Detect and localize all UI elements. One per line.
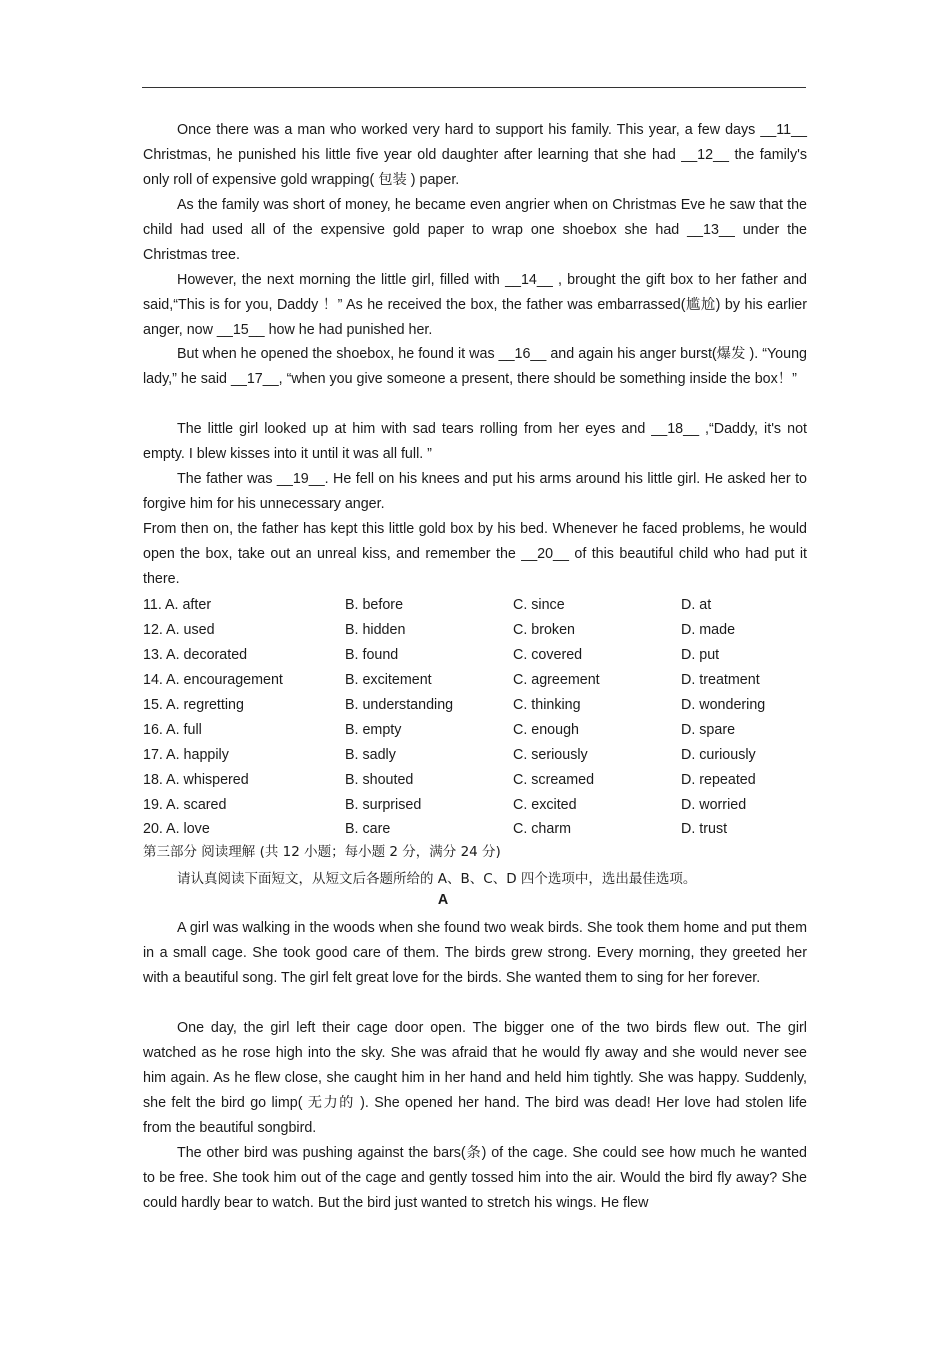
option-b: B. shouted	[345, 772, 414, 788]
option-c: C. thinking	[513, 697, 581, 713]
option-a: 15. A. regretting	[143, 697, 244, 713]
passage-paragraph-2: One day, the girl left their cage door open. The bigger one of the two birds flew out. The girl watched as he rose high into the sky. She was afraid that he would fly away and she would never see him again. As he flew close, she caught him in her hand and held him tightly. She was happy. Suddenly, she felt the bird go limp( 无力的 ). She opened her hand. The bird was dead! Her love had stolen life from the beautiful songbird.	[143, 1020, 807, 1136]
option-row	[143, 668, 807, 692]
option-a: 20. A. love	[143, 821, 210, 837]
option-row	[143, 693, 807, 717]
passage-label: A	[437, 892, 449, 908]
passage-paragraph-1: A girl was walking in the woods when she found two weak birds. She took them home and put them in a small cage. She took good care of them. The birds grew strong. Every morning, they greeted her with a beautiful song. The girl felt great love for the birds. She wanted them to sing for her forever.	[143, 920, 807, 986]
option-b: B. hidden	[345, 622, 406, 638]
option-b: B. care	[345, 821, 391, 837]
cloze-paragraph-1: Once there was a man who worked very hard to support his family. This year, a few days __11__ Christmas, he punished his little five year old daughter after learning that she had __12__ the family's only roll of expensive gold wrapping( 包装 ) paper.	[143, 122, 807, 188]
option-d: D. curiously	[681, 747, 756, 763]
cloze-paragraph-2: As the family was short of money, he became even angrier when on Christmas Eve he saw that the child had used all of the expensive gold paper to wrap one shoebox she had __13__ under the Christmas tree.	[143, 197, 807, 263]
section-title: 第三部分 阅读理解 (共 12 小题；每小题 2 分，满分 24 分)	[143, 844, 501, 860]
option-row	[143, 618, 807, 642]
option-a: 13. A. decorated	[143, 647, 248, 663]
option-d: D. trust	[681, 821, 728, 837]
option-b: B. before	[345, 597, 404, 613]
option-a: 11. A. after	[143, 597, 212, 613]
option-c: C. enough	[513, 722, 579, 738]
option-b: B. understanding	[345, 697, 454, 713]
option-d: D. repeated	[681, 772, 756, 788]
option-d: D. wondering	[681, 697, 766, 713]
cloze-paragraph-7: From then on, the father has kept this little gold box by his bed. Whenever he faced problems, he would open the box, take out an unreal kiss, and remember the __20__ of this beautiful child who had put it there.	[143, 521, 807, 587]
option-c: C. seriously	[513, 747, 588, 763]
option-row	[143, 817, 807, 841]
option-c: C. since	[513, 597, 565, 613]
option-d: D. spare	[681, 722, 736, 738]
header-rule	[142, 87, 806, 88]
option-row	[143, 743, 807, 767]
option-d: D. made	[681, 622, 736, 638]
section-instruction: 请认真阅读下面短文，从短文后各题所给的 A、B、C、D 四个选项中，选出最佳选项。	[177, 871, 697, 887]
option-c: C. charm	[513, 821, 571, 837]
option-a: 18. A. whispered	[143, 772, 249, 788]
option-b: B. sadly	[345, 747, 396, 763]
option-row	[143, 593, 807, 617]
option-d: D. at	[681, 597, 712, 613]
option-row	[143, 768, 807, 792]
option-row	[143, 643, 807, 667]
option-b: B. excitement	[345, 672, 432, 688]
option-b: B. found	[345, 647, 399, 663]
option-a: 16. A. full	[143, 722, 202, 738]
cloze-paragraph-5: The little girl looked up at him with sad tears rolling from her eyes and __18__ ,“Daddy, it's not empty. I blew kisses into it until it was all full. ”	[143, 421, 807, 462]
option-c: C. agreement	[513, 672, 600, 688]
option-c: C. screamed	[513, 772, 595, 788]
cloze-paragraph-4: But when he opened the shoebox, he found it was __16__ and again his anger burst(爆发 ). “Young lady,” he said __17__, “when you give someone a present, there should be something inside the box！”	[143, 346, 807, 387]
cloze-paragraph-6: The father was __19__. He fell on his knees and put his arms around his little girl. He asked her to forgive him for his unnecessary anger.	[143, 471, 807, 512]
cloze-paragraph-3: However, the next morning the little girl, filled with __14__ , brought the gift box to her father and said,“This is for you, Daddy ！” As he received the box, the father was embarrassed(尴尬) by his earlier anger, now __15__ how he had punished her.	[143, 272, 807, 338]
option-a: 19. A. scared	[143, 797, 227, 813]
option-d: D. put	[681, 647, 720, 663]
option-a: 17. A. happily	[143, 747, 229, 763]
option-row	[143, 793, 807, 817]
option-c: C. excited	[513, 797, 577, 813]
option-a: 14. A. encouragement	[143, 672, 283, 688]
passage-paragraph-3: The other bird was pushing against the bars(条) of the cage. She could see how much he wanted to be free. She took him out of the cage and gently tossed him into the air. Would the bird fly away? She could hardly bear to watch. But the bird just wanted to stretch his wings. He flew	[143, 1145, 807, 1211]
option-a: 12. A. used	[143, 622, 215, 638]
option-c: C. broken	[513, 622, 575, 638]
option-b: B. empty	[345, 722, 402, 738]
option-row	[143, 718, 807, 742]
option-d: D. worried	[681, 797, 747, 813]
option-b: B. surprised	[345, 797, 422, 813]
option-d: D. treatment	[681, 672, 760, 688]
option-c: C. covered	[513, 647, 583, 663]
